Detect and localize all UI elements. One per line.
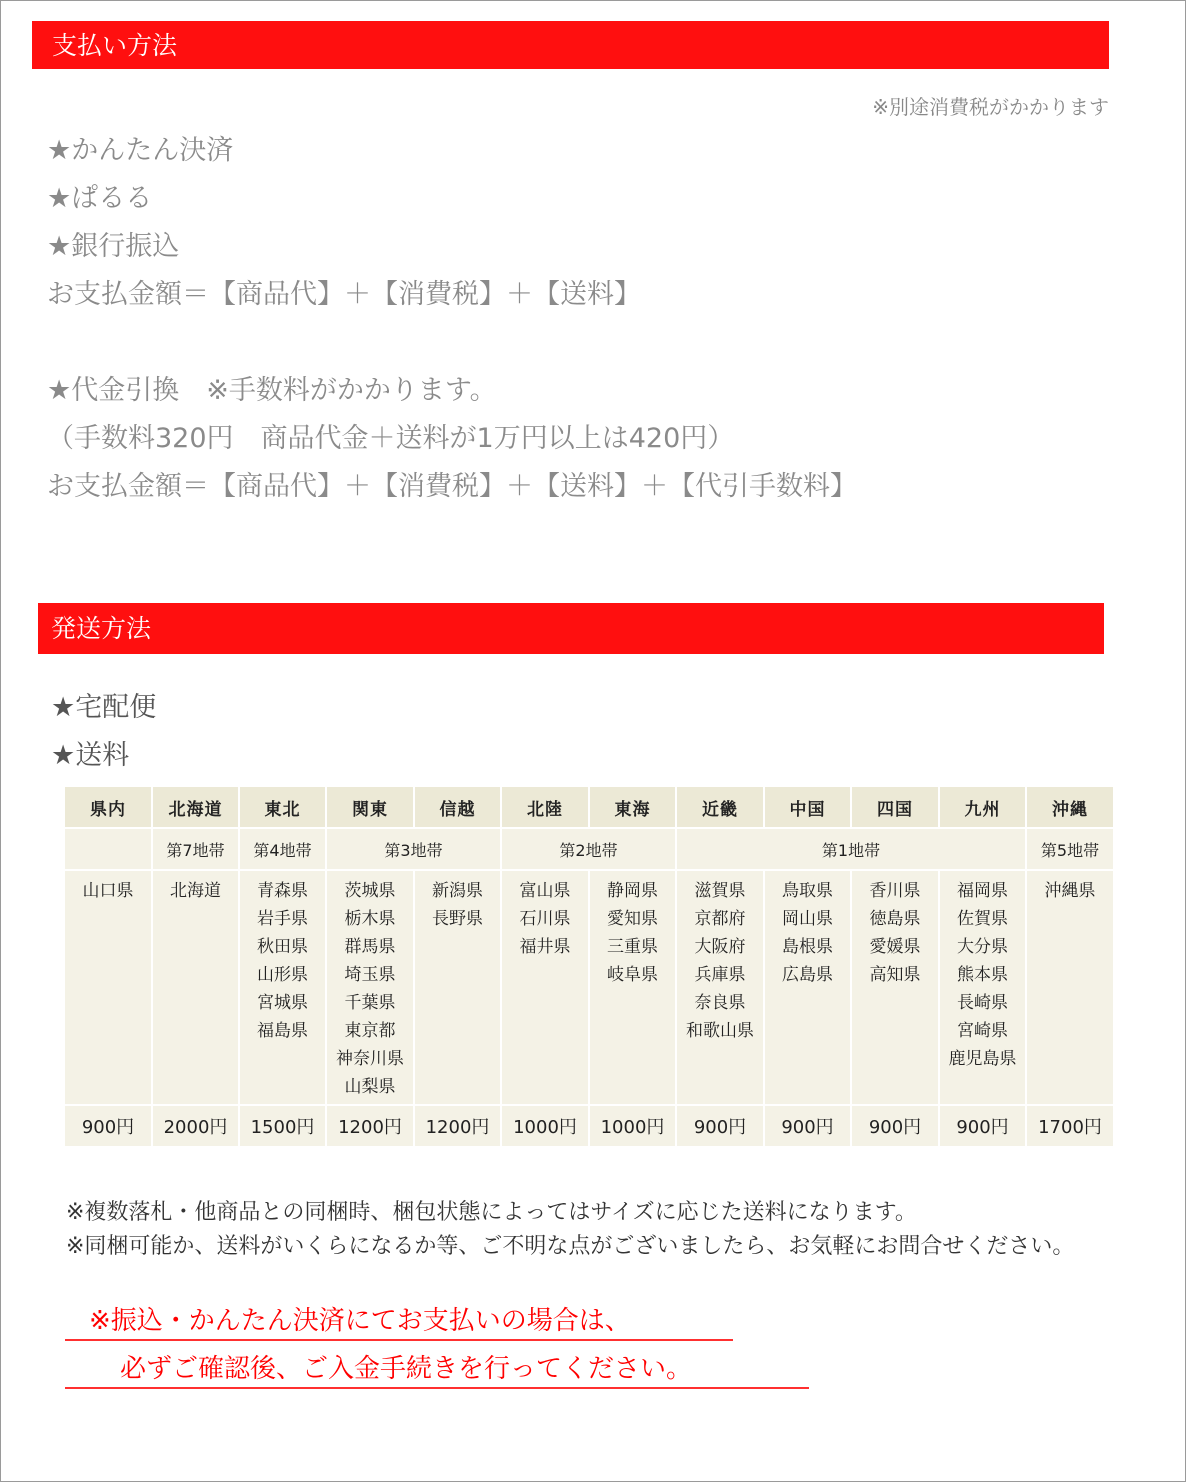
prefecture-cell — [939, 870, 1026, 1105]
prefecture-cell — [1026, 870, 1114, 1105]
zone-cell — [64, 828, 152, 870]
table-header-row — [64, 786, 1114, 828]
prefecture-name: 福岡県 — [957, 881, 1008, 901]
price-cell: 1000円 — [501, 1105, 589, 1147]
payment-method-item: ★ぱるる — [47, 183, 153, 214]
prefecture-name: 栃木県 — [344, 909, 396, 929]
payment-methods — [47, 127, 857, 511]
cod-fee: （手数料320円 商品代金＋送料が1万円以上は420円） — [47, 423, 735, 454]
prefecture-cell — [152, 870, 239, 1105]
region-header: 関東 — [326, 786, 414, 828]
payment-heading-text: 支払い方法 — [52, 30, 178, 60]
region-header: 中国 — [764, 786, 851, 828]
payment-warning-line-2: 必ずご確認後、ご入金手続きを行ってください。 — [65, 1351, 809, 1389]
prefecture-cell — [239, 870, 326, 1105]
payment-method-item: ★銀行振込 — [47, 231, 180, 262]
region-header: 県内 — [64, 786, 152, 828]
shipping-heading-text: 発送方法 — [51, 614, 152, 643]
zone-cell: 第4地帯 — [239, 828, 326, 870]
prefecture-cell — [676, 870, 764, 1105]
prefecture-name: 宮崎県 — [957, 1021, 1008, 1041]
prefecture-name: 北海道 — [170, 881, 221, 901]
shipping-info — [51, 684, 156, 780]
prefecture-name: 福島県 — [257, 1021, 308, 1041]
payment-section-heading — [32, 21, 1109, 69]
price-cell: 1700円 — [1026, 1105, 1114, 1147]
prefecture-name: 千葉県 — [344, 993, 396, 1013]
prefecture-name: 青森県 — [257, 881, 308, 901]
cod-title: ★代金引換 ※手数料がかかります。 — [47, 375, 497, 406]
prefecture-name: 山梨県 — [344, 1077, 396, 1097]
prefecture-name: 沖縄県 — [1044, 881, 1096, 901]
payment-warning-line-1: ※振込・かんたん決済にてお支払いの場合は、 — [65, 1303, 733, 1341]
shipping-rate-table — [63, 785, 1115, 1148]
prefecture-name: 岩手県 — [257, 909, 308, 929]
price-cell: 1200円 — [326, 1105, 414, 1147]
zone-cell: 第3地帯 — [326, 828, 501, 870]
prefecture-name: 滋賀県 — [694, 881, 746, 901]
region-header: 北海道 — [152, 786, 239, 828]
prefecture-name: 岡山県 — [782, 909, 833, 929]
prefecture-cell — [414, 870, 501, 1105]
region-header: 信越 — [414, 786, 501, 828]
prefecture-name: 熊本県 — [957, 965, 1008, 985]
prefecture-name: 大阪府 — [694, 937, 746, 957]
price-cell: 900円 — [676, 1105, 764, 1147]
region-header: 近畿 — [676, 786, 764, 828]
prefecture-cell — [589, 870, 676, 1105]
table-prefecture-row — [64, 870, 1114, 1105]
shipping-notes — [66, 1196, 1074, 1264]
prefecture-cell — [326, 870, 414, 1105]
prefecture-name: 富山県 — [519, 881, 571, 901]
prefecture-name: 岐阜県 — [607, 965, 658, 985]
prefecture-cell — [851, 870, 939, 1105]
prefecture-name: 新潟県 — [432, 881, 483, 901]
shipping-section-heading — [38, 603, 1104, 654]
prefecture-name: 群馬県 — [344, 937, 396, 957]
prefecture-name: 鳥取県 — [782, 881, 833, 901]
region-header: 沖縄 — [1026, 786, 1114, 828]
price-cell: 900円 — [764, 1105, 851, 1147]
region-header: 東北 — [239, 786, 326, 828]
price-cell: 1200円 — [414, 1105, 501, 1147]
prefecture-cell — [764, 870, 851, 1105]
prefecture-cell — [64, 870, 152, 1105]
prefecture-name: 茨城県 — [344, 881, 396, 901]
prefecture-name: 香川県 — [869, 881, 921, 901]
price-cell: 2000円 — [152, 1105, 239, 1147]
prefecture-name: 長崎県 — [957, 993, 1008, 1013]
prefecture-name: 山形県 — [257, 965, 308, 985]
prefecture-cell — [501, 870, 589, 1105]
prefecture-name: 埼玉県 — [344, 965, 396, 985]
cod-formula: お支払金額＝【商品代】＋【消費税】＋【送料】＋【代引手数料】 — [47, 471, 857, 502]
prefecture-name: 石川県 — [519, 909, 571, 929]
price-cell: 900円 — [64, 1105, 152, 1147]
prefecture-name: 島根県 — [782, 937, 833, 957]
zone-cell: 第7地帯 — [152, 828, 239, 870]
prefecture-name: 静岡県 — [607, 881, 658, 901]
payment-formula: お支払金額＝【商品代】＋【消費税】＋【送料】 — [47, 279, 641, 310]
prefecture-name: 愛媛県 — [869, 937, 921, 957]
price-cell: 1500円 — [239, 1105, 326, 1147]
price-cell: 900円 — [939, 1105, 1026, 1147]
zone-cell: 第5地帯 — [1026, 828, 1114, 870]
region-header: 九州 — [939, 786, 1026, 828]
price-cell: 900円 — [851, 1105, 939, 1147]
prefecture-name: 奈良県 — [694, 993, 746, 1013]
zone-cell: 第2地帯 — [501, 828, 676, 870]
prefecture-name: 徳島県 — [869, 909, 921, 929]
prefecture-name: 佐賀県 — [957, 909, 1008, 929]
prefecture-name: 福井県 — [519, 937, 571, 957]
prefecture-name: 三重県 — [607, 937, 658, 957]
prefecture-name: 神奈川県 — [336, 1049, 404, 1069]
prefecture-name: 大分県 — [957, 937, 1008, 957]
prefecture-name: 京都府 — [694, 909, 746, 929]
note-line: ※複数落札・他商品との同梱時、梱包状態によってはサイズに応じた送料になります。 — [66, 1200, 917, 1225]
prefecture-name: 長野県 — [432, 909, 483, 929]
prefecture-name: 広島県 — [782, 965, 833, 985]
prefecture-name: 高知県 — [869, 965, 921, 985]
prefecture-name: 秋田県 — [257, 937, 308, 957]
zone-cell: 第1地帯 — [676, 828, 1026, 870]
note-line: ※同梱可能か、送料がいくらになるか等、ご不明な点がございましたら、お気軽にお問合せください。 — [66, 1234, 1075, 1259]
prefecture-name: 東京都 — [344, 1021, 396, 1041]
payment-method-item: ★かんたん決済 — [47, 135, 234, 166]
shipping-fee-label: ★送料 — [51, 740, 130, 771]
prefecture-name: 和歌山県 — [686, 1021, 754, 1041]
prefecture-name: 愛知県 — [607, 909, 658, 929]
prefecture-name: 鹿児島県 — [948, 1049, 1017, 1069]
prefecture-name: 宮城県 — [257, 993, 308, 1013]
table-zone-row — [64, 828, 1114, 870]
price-cell: 1000円 — [589, 1105, 676, 1147]
shipping-method: ★宅配便 — [51, 692, 157, 723]
region-header: 北陸 — [501, 786, 589, 828]
prefecture-name: 山口県 — [82, 881, 134, 901]
region-header: 四国 — [851, 786, 939, 828]
spacer — [47, 319, 857, 367]
tax-note: ※別途消費税がかかります — [872, 95, 1109, 119]
region-header: 東海 — [589, 786, 676, 828]
prefecture-name: 兵庫県 — [694, 965, 746, 985]
table-price-row — [64, 1105, 1114, 1147]
